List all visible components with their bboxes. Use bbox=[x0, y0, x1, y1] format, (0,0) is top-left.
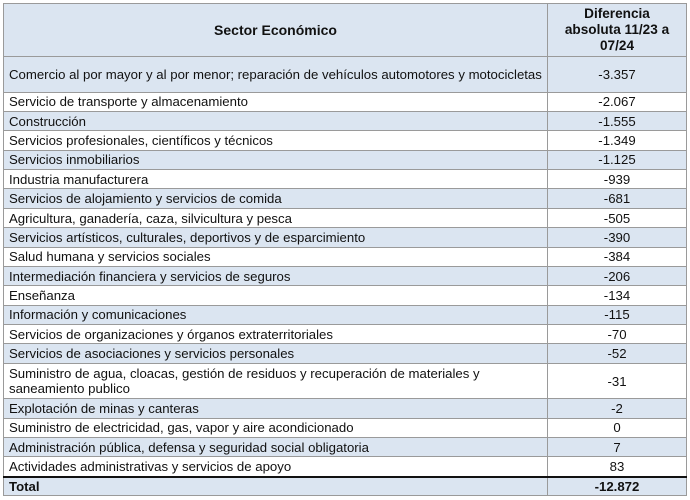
header-difference-line3: 07/24 bbox=[599, 38, 635, 53]
difference-value: -52 bbox=[548, 344, 687, 363]
difference-value: -390 bbox=[548, 228, 687, 247]
table-row bbox=[4, 170, 687, 189]
sector-name: Actividades administrativas y servicios de apoyo bbox=[4, 457, 548, 477]
difference-value: 7 bbox=[548, 438, 687, 457]
difference-value: -2.067 bbox=[548, 92, 687, 111]
difference-value: -384 bbox=[548, 247, 687, 266]
header-difference-line1: Diferencia bbox=[584, 6, 650, 21]
difference-value: -2 bbox=[548, 399, 687, 418]
sector-name: Enseñanza bbox=[4, 286, 548, 305]
total-row bbox=[4, 477, 687, 496]
sector-name: Explotación de minas y canteras bbox=[4, 399, 548, 418]
sector-name: Información y comunicaciones bbox=[4, 305, 548, 324]
table-row bbox=[4, 418, 687, 437]
sector-difference-table bbox=[3, 3, 687, 496]
sector-name: Servicios inmobiliarios bbox=[4, 150, 548, 169]
header-difference-line2: absoluta 11/23 a bbox=[564, 22, 670, 37]
difference-value: -505 bbox=[548, 208, 687, 227]
difference-value: 0 bbox=[548, 418, 687, 437]
sector-name: Salud humana y servicios sociales bbox=[4, 247, 548, 266]
table-row bbox=[4, 57, 687, 93]
table-row bbox=[4, 208, 687, 227]
table-row bbox=[4, 399, 687, 418]
difference-value: -3.357 bbox=[548, 57, 687, 93]
difference-value: 83 bbox=[548, 457, 687, 477]
sector-name: Intermediación financiera y servicios de seguros bbox=[4, 266, 548, 285]
header-row bbox=[4, 4, 687, 57]
table-row bbox=[4, 266, 687, 285]
table-row bbox=[4, 363, 687, 399]
table-row bbox=[4, 438, 687, 457]
sector-name: Suministro de agua, cloacas, gestión de residuos y recuperación de materiales y saneamiento publico bbox=[4, 363, 548, 399]
difference-value: -1.349 bbox=[548, 131, 687, 150]
table-row bbox=[4, 305, 687, 324]
sector-name: Servicios artísticos, culturales, deportivos y de esparcimiento bbox=[4, 228, 548, 247]
table-row bbox=[4, 324, 687, 343]
table-row bbox=[4, 150, 687, 169]
table-row bbox=[4, 228, 687, 247]
table-row bbox=[4, 247, 687, 266]
difference-value: -31 bbox=[548, 363, 687, 399]
sector-name: Servicios profesionales, científicos y técnicos bbox=[4, 131, 548, 150]
sector-name: Comercio al por mayor y al por menor; reparación de vehículos automotores y motocicletas bbox=[4, 57, 548, 93]
total-label: Total bbox=[4, 477, 548, 496]
table-row bbox=[4, 112, 687, 131]
difference-value: -1.125 bbox=[548, 150, 687, 169]
table-row bbox=[4, 286, 687, 305]
sector-name: Servicios de organizaciones y órganos extraterritoriales bbox=[4, 324, 548, 343]
difference-value: -939 bbox=[548, 170, 687, 189]
sector-name: Agricultura, ganadería, caza, silvicultura y pesca bbox=[4, 208, 548, 227]
header-difference bbox=[548, 4, 687, 57]
difference-value: -1.555 bbox=[548, 112, 687, 131]
sector-name: Suministro de electricidad, gas, vapor y aire acondicionado bbox=[4, 418, 548, 437]
sector-name: Servicios de asociaciones y servicios personales bbox=[4, 344, 548, 363]
header-sector: Sector Económico bbox=[4, 4, 548, 57]
sector-name: Industria manufacturera bbox=[4, 170, 548, 189]
sector-name: Servicios de alojamiento y servicios de comida bbox=[4, 189, 548, 208]
table-row bbox=[4, 457, 687, 477]
table-row bbox=[4, 131, 687, 150]
table-body bbox=[4, 57, 687, 477]
sector-name: Servicio de transporte y almacenamiento bbox=[4, 92, 548, 111]
difference-value: -70 bbox=[548, 324, 687, 343]
table-row bbox=[4, 189, 687, 208]
total-value: -12.872 bbox=[548, 477, 687, 496]
difference-value: -206 bbox=[548, 266, 687, 285]
difference-value: -134 bbox=[548, 286, 687, 305]
difference-value: -115 bbox=[548, 305, 687, 324]
table-row bbox=[4, 344, 687, 363]
sector-name: Construcción bbox=[4, 112, 548, 131]
sector-name: Administración pública, defensa y seguridad social obligatoria bbox=[4, 438, 548, 457]
difference-value: -681 bbox=[548, 189, 687, 208]
table-row bbox=[4, 92, 687, 111]
